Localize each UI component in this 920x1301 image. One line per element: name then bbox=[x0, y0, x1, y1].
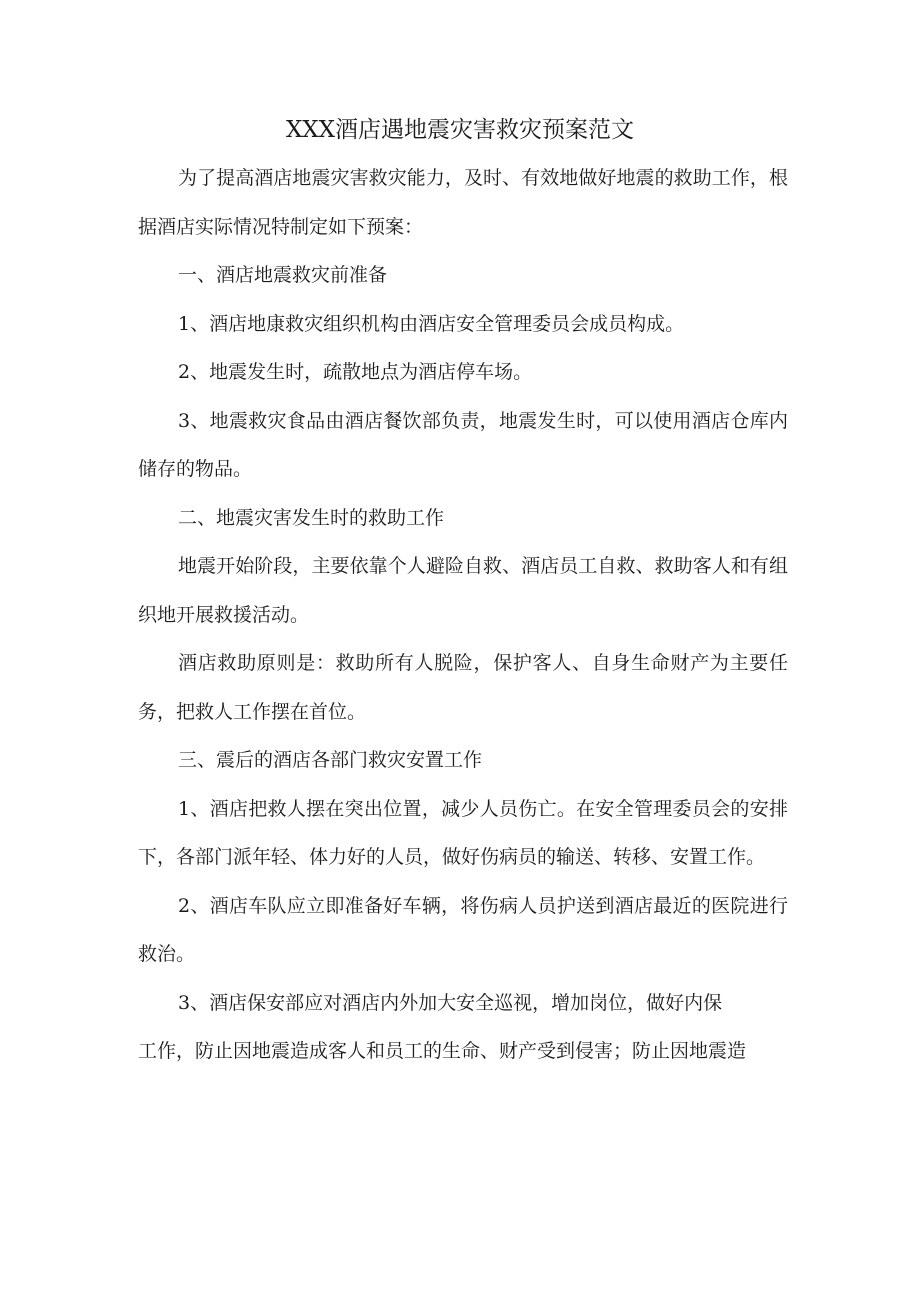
section-heading-aftermath: 三、震后的酒店各部门救灾安置工作 bbox=[178, 749, 483, 771]
paragraph-line: 3、酒店保安部应对酒店内外加大安全巡视，增加岗位，做好内保 bbox=[178, 991, 723, 1014]
document-body bbox=[138, 154, 788, 1076]
paragraph-item: 3、地震救灾食品由酒店餐饮部负责，地震发生时，可以使用酒店仓库内储存的物品。 bbox=[138, 409, 788, 480]
paragraph-item bbox=[138, 979, 788, 1076]
paragraph-item: 1、酒店地康救灾组织机构由酒店安全管理委员会成员构成。 bbox=[178, 312, 685, 335]
paragraph-line: 工作，防止因地震造成客人和员工的生命、财产受到侵害；防止因地震造 bbox=[138, 1040, 747, 1062]
paragraph-item: 酒店救助原则是：救助所有人脱险，保护客人、自身生命财产为主要任务，把救人工作摆在首位。 bbox=[138, 652, 788, 723]
paragraph-item: 1、酒店把救人摆在突出位置，减少人员伤亡。在安全管理委员会的安排下，各部门派年轻、体力好的人员，做好伤病员的输送、转移、安置工作。 bbox=[138, 797, 788, 868]
document-title: XXX酒店遇地震灾害救灾预案范文 bbox=[285, 117, 635, 143]
paragraph-item: 2、酒店车队应立即准备好车辆，将伤病人员护送到酒店最近的医院进行救治。 bbox=[138, 894, 788, 965]
paragraph-item: 2、地震发生时，疏散地点为酒店停车场。 bbox=[178, 361, 533, 383]
paragraph-intro: 为了提高酒店地震灾害救灾能力，及时、有效地做好地震的救助工作，根据酒店实际情况特制定如下预案： bbox=[138, 167, 788, 238]
paragraph-item: 地震开始阶段，主要依靠个人避险自救、酒店员工自救、救助客人和有组织地开展救援活动。 bbox=[138, 555, 788, 626]
section-heading-rescue: 二、地震灾害发生时的救助工作 bbox=[178, 506, 445, 529]
section-heading-preparation: 一、酒店地震救灾前准备 bbox=[178, 264, 388, 286]
